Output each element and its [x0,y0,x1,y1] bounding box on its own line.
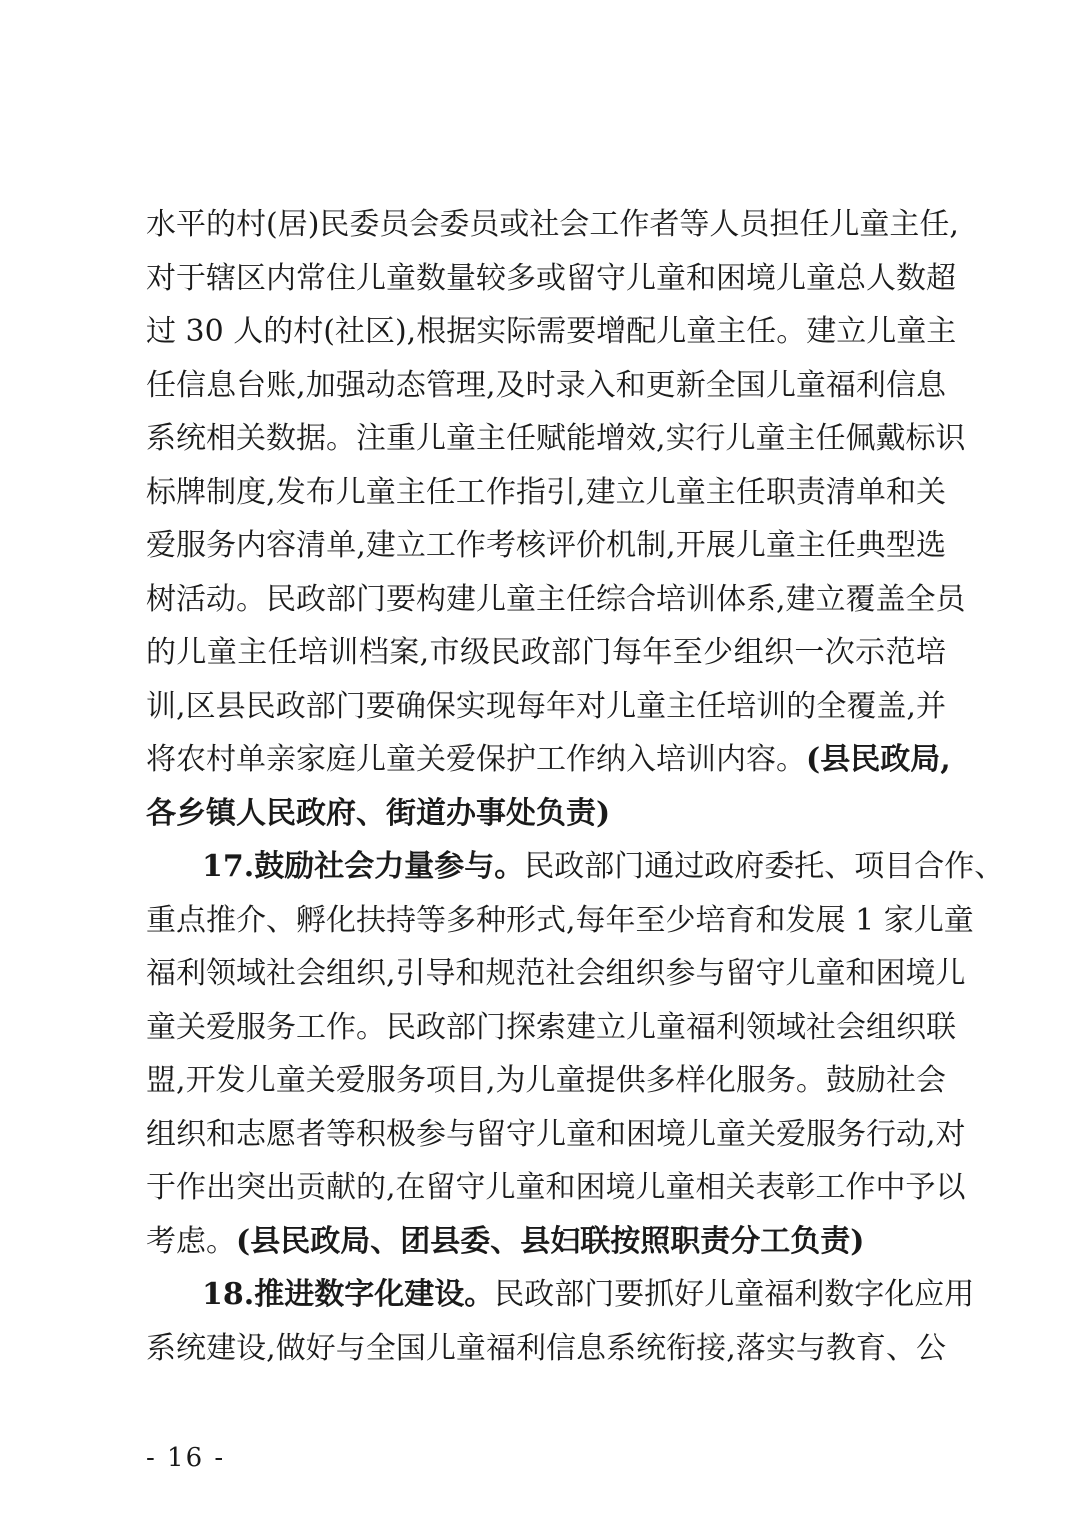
text-line: 将农村单亲家庭儿童关爱保护工作纳入培训内容。(县民政局, [146,742,951,777]
text-line: 福利领域社会组织,引导和规范社会组织参与留守儿童和困境儿 [146,956,966,991]
text-line: 童关爱服务工作。民政部门探索建立儿童福利领域社会组织联 [146,1009,956,1045]
text-line [146,787,946,841]
text-line: 组织和志愿者等积极参与留守儿童和困境儿童关爱服务行动,对 [146,1116,966,1152]
responsible-departments: (县民政局, [806,742,951,777]
section-18-first-line: 18.推进数字化建设。民政部门要抓好儿童福利数字化应用 [202,1277,975,1312]
text-line: 标牌制度,发布儿童主任工作指引,建立儿童主任职责清单和关 [146,474,946,510]
text-line: 考虑。(县民政局、团县委、县妇联按照职责分工负责) [146,1223,865,1259]
text-line: 对于辖区内常住儿童数量较多或留守儿童和困境儿童总人数超 [146,260,956,296]
section-18-heading: 18.推进数字化建设。 [202,1277,495,1312]
text-line: 爱服务内容清单,建立工作考核评价机制,开展儿童主任典型选 [146,528,946,563]
section-17-first-line: 17.鼓励社会力量参与。民政部门通过政府委托、项目合作、 [202,849,1005,884]
document-body [146,198,1005,1375]
responsible-departments: (县民政局、团县委、县妇联按照职责分工负责) [236,1223,865,1259]
text-line: 过 30 人的村(社区),根据实际需要增配儿童主任。建立儿童主 [146,314,957,349]
text-line: 系统建设,做好与全国儿童福利信息系统衔接,落实与教育、公 [146,1330,946,1366]
text-line: 任信息台账,加强动态管理,及时录入和更新全国儿童福利信息 [146,367,946,403]
text-line: 系统相关数据。注重儿童主任赋能增效,实行儿童主任佩戴标识 [146,421,966,456]
page-number: - 16 - [146,1443,226,1473]
text-line: 重点推介、孵化扶持等多种形式,每年至少培育和发展 1 家儿童 [146,902,974,938]
text-line: 的儿童主任培训档案,市级民政部门每年至少组织一次示范培 [146,635,946,670]
responsible-departments: 各乡镇人民政府、街道办事处负责) [146,795,611,831]
text-line: 于作出突出贡献的,在留守儿童和困境儿童相关表彰工作中予以 [146,1170,966,1205]
text-line: 训,区县民政部门要确保实现每年对儿童主任培训的全覆盖,并 [146,688,946,724]
text-line: 水平的村(居)民委员会委员或社会工作者等人员担任儿童主任, [146,207,959,242]
section-17-heading: 17.鼓励社会力量参与。 [202,849,525,884]
text-line: 盟,开发儿童关爱服务项目,为儿童提供多样化服务。鼓励社会 [146,1063,946,1098]
text-line: 树活动。民政部门要构建儿童主任综合培训体系,建立覆盖全员 [146,581,966,617]
